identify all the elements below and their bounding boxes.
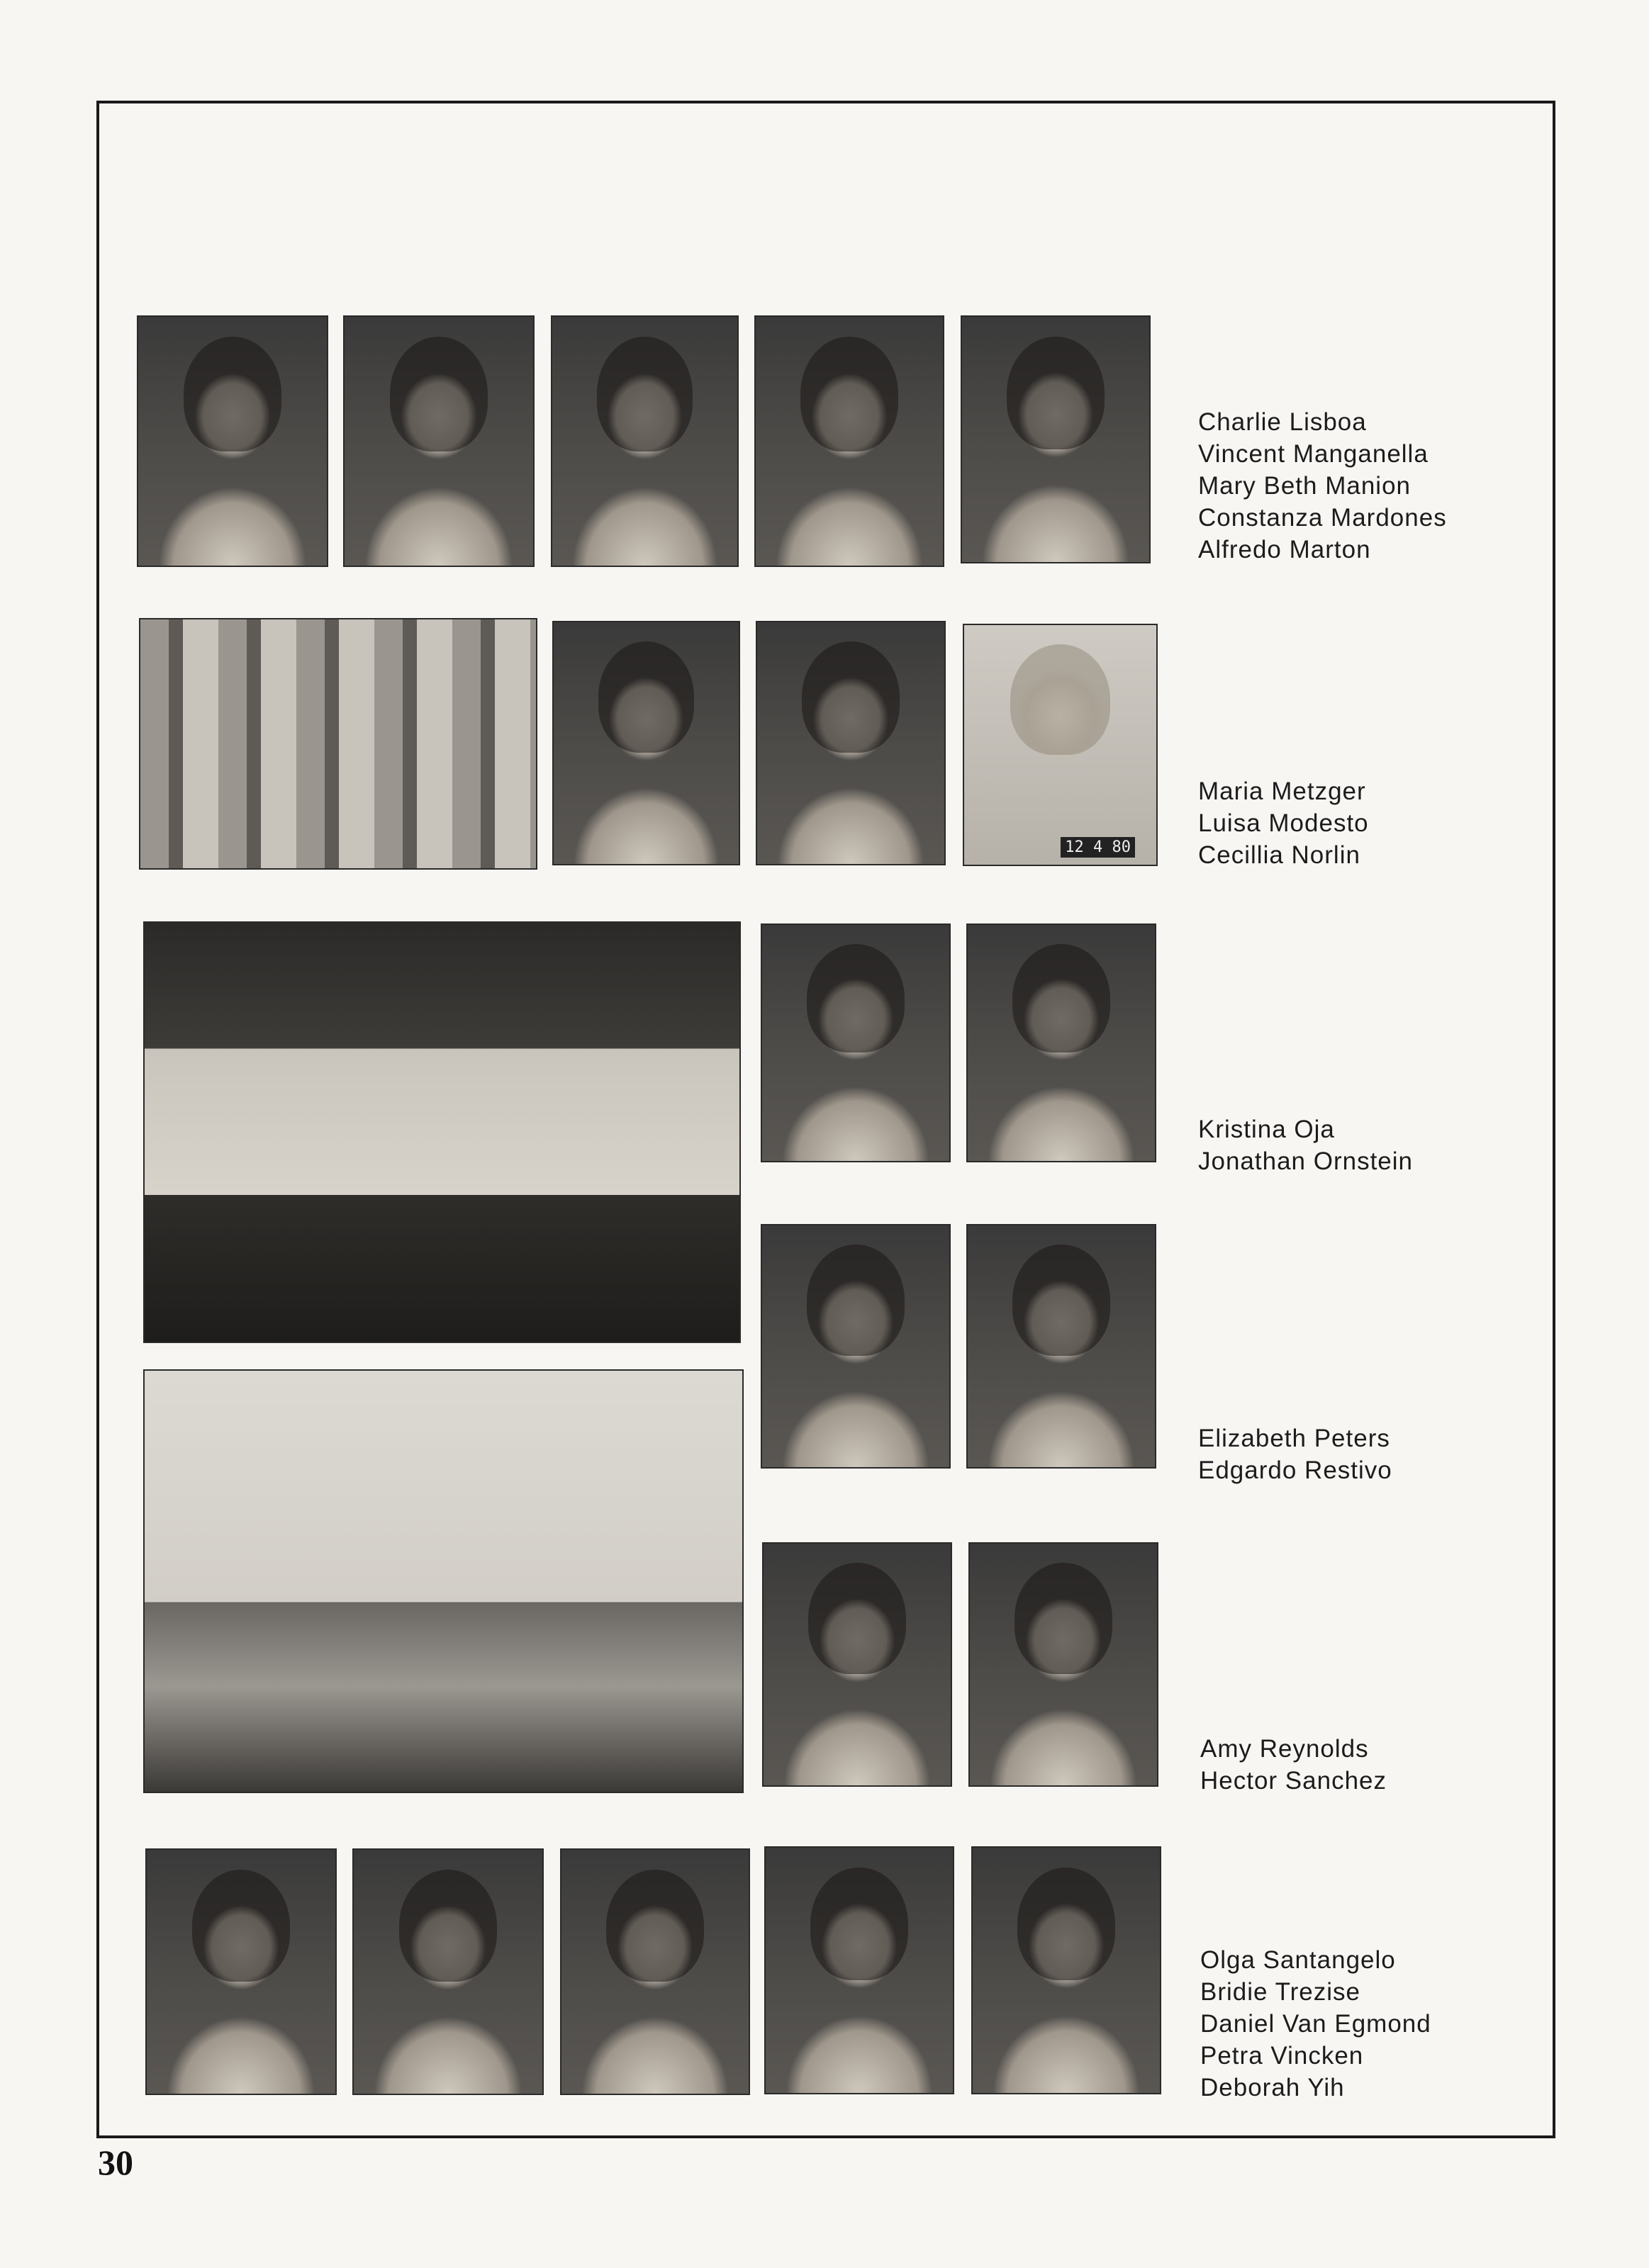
student-name: Mary Beth Manion (1198, 472, 1412, 500)
portrait-hair (810, 1868, 907, 1980)
student-name: Constanza Mardones (1198, 504, 1447, 532)
student-name: Olga Santangelo (1200, 1946, 1396, 1974)
portrait-photo (764, 1846, 954, 2094)
portrait-photo (966, 924, 1156, 1162)
student-in-classroom-photo (143, 1369, 744, 1793)
portrait-hair (1010, 644, 1110, 754)
student-name: Edgardo Restivo (1198, 1456, 1392, 1484)
portrait-photo (552, 621, 740, 865)
student-name: Vincent Manganella (1198, 440, 1429, 468)
names-group-5 (1200, 1733, 1387, 1797)
student-name: Bridie Trezise (1200, 1978, 1361, 2006)
student-name: Charlie Lisboa (1198, 408, 1367, 436)
portrait-hair (808, 1563, 905, 1674)
names-group-1 (1198, 406, 1447, 566)
portrait-hair (598, 641, 695, 753)
names-group-4 (1198, 1422, 1392, 1486)
student-name: Maria Metzger (1198, 777, 1366, 805)
portrait-hair (390, 337, 488, 451)
portrait-hair (399, 1870, 497, 1982)
portrait-photo (560, 1848, 750, 2095)
names-group-2 (1198, 775, 1369, 871)
portrait-hair (192, 1870, 290, 1982)
student-name: Luisa Modesto (1198, 809, 1369, 837)
portrait-photo (352, 1848, 544, 2095)
student-name: Daniel Van Egmond (1200, 2010, 1431, 2038)
portrait-photo (961, 315, 1151, 563)
portrait-photo (551, 315, 739, 567)
portrait-hair (1014, 1563, 1112, 1674)
portrait-hair (807, 1245, 904, 1356)
student-name: Elizabeth Peters (1198, 1425, 1390, 1452)
student-name: Petra Vincken (1200, 2042, 1364, 2070)
portrait-photo (971, 1846, 1161, 2094)
portrait-hair (597, 337, 693, 451)
student-name: Cecillia Norlin (1198, 841, 1360, 869)
portrait-hair (1017, 1868, 1114, 1980)
names-group-3 (1198, 1113, 1413, 1177)
page-number: 30 (98, 2143, 133, 2182)
photo-date-stamp: 12 4 80 (1061, 837, 1135, 858)
portrait-hair (606, 1870, 703, 1982)
student-name: Alfredo Marton (1198, 536, 1371, 563)
portrait-hair (184, 337, 281, 451)
portrait-photo (343, 315, 535, 567)
student-name: Deborah Yih (1200, 2074, 1345, 2101)
teacher-at-desk-photo (143, 921, 741, 1343)
portrait-photo (754, 315, 944, 567)
gallery-candid-photo (139, 618, 537, 870)
portrait-photo (968, 1542, 1158, 1787)
student-name: Kristina Oja (1198, 1116, 1335, 1143)
portrait-photo (762, 1542, 952, 1787)
portrait-hair (1012, 944, 1109, 1052)
student-name: Hector Sanchez (1200, 1767, 1387, 1795)
student-name: Jonathan Ornstein (1198, 1147, 1414, 1175)
portrait-hair (807, 944, 904, 1052)
student-name: Amy Reynolds (1200, 1735, 1369, 1763)
portrait-hair (1012, 1245, 1109, 1356)
portrait-photo (966, 1224, 1156, 1469)
portrait-photo (756, 621, 946, 865)
portrait-photo (145, 1848, 337, 2095)
portrait-hair (800, 337, 898, 451)
names-group-6 (1200, 1944, 1431, 2104)
portrait-photo (761, 924, 951, 1162)
portrait-hair (802, 641, 899, 753)
portrait-photo (963, 624, 1158, 866)
portrait-hair (1007, 337, 1104, 449)
portrait-photo (761, 1224, 951, 1469)
portrait-photo (137, 315, 328, 567)
